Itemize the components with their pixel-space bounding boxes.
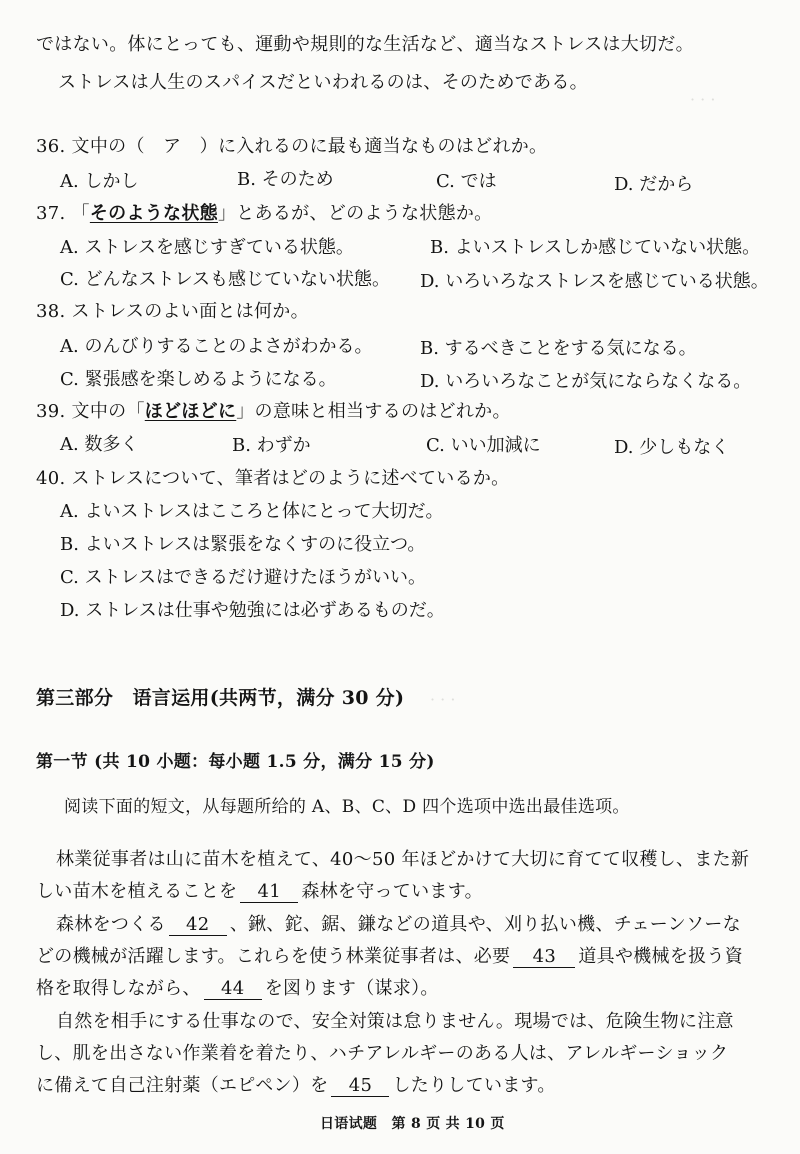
q40-option-d: D. ストレスは仕事や勉強には必ずあるものだ。: [60, 600, 445, 621]
q37-option-d: D. いろいろなストレスを感じている状態。: [420, 271, 769, 292]
cloze-line: 格を取得しながら、 44 を図ります（谋求）。: [36, 978, 439, 999]
cloze-line: 森林をつくる 42 、鍬、鉈、鋸、鎌などの道具や、刈り払い機、チェーンソーな: [56, 914, 741, 935]
cloze-line: し、肌を出さない作業着を着たり、ハチアレルギーのある人は、アレルギーショック: [36, 1043, 729, 1064]
cloze-line: しい苗木を植えることを 41 森林を守っています。: [36, 881, 483, 902]
part3-instruction: 阅读下面的短文，从每题所给的 A、B、C、D 四个选项中选出最佳选项。: [64, 797, 630, 817]
part3-title: 第三部分 语言运用(共两节，满分 30 分): [36, 687, 405, 709]
passage-line: ストレスは人生のスパイスだといわれるのは、そのためである。: [58, 72, 588, 93]
underlined-phrase: ほどほどに: [144, 401, 237, 422]
q37-option-c: C. どんなストレスも感じていない状態。: [60, 269, 391, 290]
part3-section1-title: 第一节 (共 10 小题：每小题 1.5 分，满分 15 分): [36, 752, 435, 772]
blank-44: 44: [204, 979, 262, 1000]
q40-option-b: B. よいストレスは緊張をなくすのに役立つ。: [60, 534, 426, 555]
q36-option-d: D. だから: [614, 174, 694, 195]
page-footer: 日语试题 第 8 页 共 10 页: [320, 1116, 505, 1132]
bleed-through-marks: · · ·: [690, 90, 716, 109]
question-37-stem: 37. 「そのような状態」とあるが、どのような状態か。: [36, 203, 493, 224]
q38-option-c: C. 緊張感を楽しめるようになる。: [60, 369, 337, 390]
cloze-line: どの機械が活躍します。これらを使う林業従事者は、必要 43 道具や機械を扱う資: [36, 946, 744, 967]
q36-option-a: A. しかし: [60, 171, 139, 192]
cloze-line: に備えて自己注射薬（エピペン）を 45 したりしています。: [36, 1075, 556, 1096]
blank-45: 45: [331, 1076, 389, 1097]
cloze-line: 自然を相手にする仕事なので、安全対策は怠りません。現場では、危険生物に注意: [56, 1011, 734, 1032]
question-38-stem: 38. ストレスのよい面とは何か。: [36, 301, 309, 322]
blank-43: 43: [513, 947, 575, 968]
q40-option-c: C. ストレスはできるだけ避けたほうがいい。: [60, 567, 427, 588]
q39-option-a: A. 数多く: [60, 434, 139, 455]
q39-option-c: C. いい加減に: [426, 435, 541, 456]
underlined-phrase: そのような状態: [89, 203, 218, 224]
q38-option-b: B. するべきことをする気になる。: [420, 338, 697, 359]
question-39-stem: 39. 文中の「ほどほどに」の意味と相当するのはどれか。: [36, 401, 511, 422]
cloze-line: 林業従事者は山に苗木を植えて、40～50 年ほどかけて大切に育てて収穫し、また新: [56, 849, 750, 870]
question-36-stem: 36. 文中の（ ア ）に入れるのに最も適当なものはどれか。: [36, 136, 548, 157]
question-40-stem: 40. ストレスについて、筆者はどのように述べているか。: [36, 468, 510, 489]
blank-42: 42: [169, 915, 227, 936]
blank-41: 41: [240, 882, 298, 903]
q37-option-a: A. ストレスを感じすぎている状態。: [60, 237, 354, 258]
q38-option-d: D. いろいろなことが気にならなくなる。: [420, 371, 752, 392]
q36-option-b: B. そのため: [237, 169, 334, 190]
bleed-through-marks: · · ·: [430, 690, 456, 709]
q36-option-c: C. では: [436, 171, 497, 192]
passage-line: ではない。体にとっても、運動や規則的な生活など、適当なストレスは大切だ。: [36, 34, 694, 55]
q40-option-a: A. よいストレスはこころと体にとって大切だ。: [60, 501, 444, 522]
q39-option-d: D. 少しもなく: [614, 437, 730, 458]
q37-option-b: B. よいストレスしか感じていない状態。: [430, 237, 761, 258]
q39-option-b: B. わずか: [232, 435, 311, 456]
q38-option-a: A. のんびりすることのよさがわかる。: [60, 336, 373, 357]
